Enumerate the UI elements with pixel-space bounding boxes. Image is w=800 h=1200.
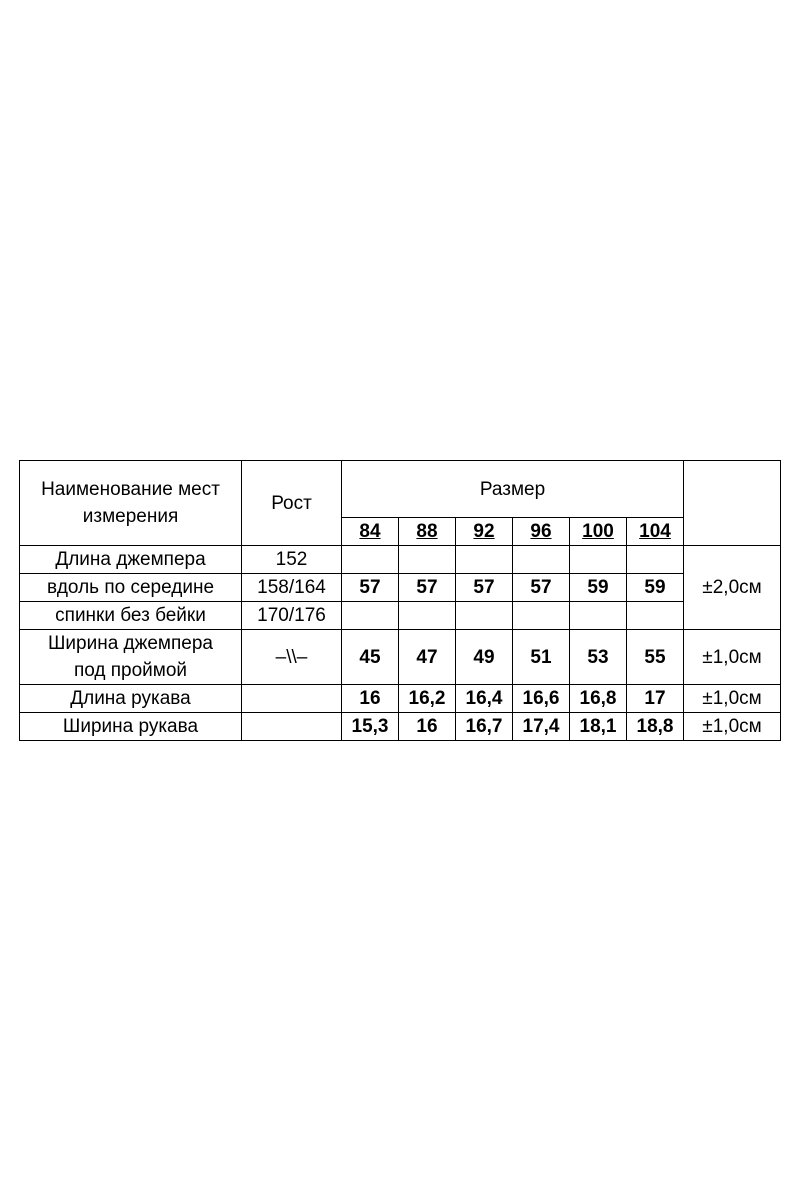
value-cell: 17 [627,685,684,713]
row-name-line: Длина джемпера [20,546,242,574]
table-row-jumper-length [20,602,781,630]
height-cell: 158/164 [242,574,342,602]
value-cell: 16 [342,685,399,713]
row-name-line: спинки без бейки [20,602,242,630]
value-cell: 16,6 [513,685,570,713]
value-cell: 59 [627,574,684,602]
height-cell: 170/176 [242,602,342,630]
size-92: 92 [456,518,513,546]
size-104: 104 [627,518,684,546]
height-header: Рост [242,461,342,546]
row-name-line: вдоль по середине [20,574,242,602]
height-cell: 152 [242,546,342,574]
size-96: 96 [513,518,570,546]
table-row-jumper-length [20,574,781,602]
height-cell [242,713,342,741]
value-cell: 17,4 [513,713,570,741]
value-cell: 15,3 [342,713,399,741]
header-row [20,461,781,518]
value-cell: 18,1 [570,713,627,741]
table-row-sleeve-length [20,685,781,713]
value-cell: 57 [513,574,570,602]
measurement-name-header: Наименование мест измерения [20,461,242,546]
tolerance-cell: ±1,0см [684,685,781,713]
table-row-sleeve-width [20,713,781,741]
row-name: Длина рукава [20,685,242,713]
height-cell [242,685,342,713]
value-cell: 53 [570,630,627,685]
tolerance-header [684,461,781,546]
value-cell: 57 [399,574,456,602]
row-name: Ширина джемпера под проймой [20,630,242,685]
value-cell: 16,4 [456,685,513,713]
size-header: Размер [342,461,684,518]
tolerance-cell: ±1,0см [684,713,781,741]
size-100: 100 [570,518,627,546]
table-row-jumper-width [20,630,781,685]
value-cell: 45 [342,630,399,685]
value-cell: 49 [456,630,513,685]
value-cell: 57 [456,574,513,602]
value-cell: 16 [399,713,456,741]
tolerance-cell: ±2,0см [684,546,781,630]
value-cell: 16,7 [456,713,513,741]
value-cell: 59 [570,574,627,602]
size-88: 88 [399,518,456,546]
value-cell: 57 [342,574,399,602]
value-cell: 51 [513,630,570,685]
height-cell: –\\– [242,630,342,685]
table-row-jumper-length [20,546,781,574]
value-cell: 18,8 [627,713,684,741]
value-cell: 55 [627,630,684,685]
tolerance-cell: ±1,0см [684,630,781,685]
value-cell: 16,8 [570,685,627,713]
value-cell: 47 [399,630,456,685]
row-name: Ширина рукава [20,713,242,741]
size-84: 84 [342,518,399,546]
size-chart-table [19,460,781,741]
value-cell: 16,2 [399,685,456,713]
